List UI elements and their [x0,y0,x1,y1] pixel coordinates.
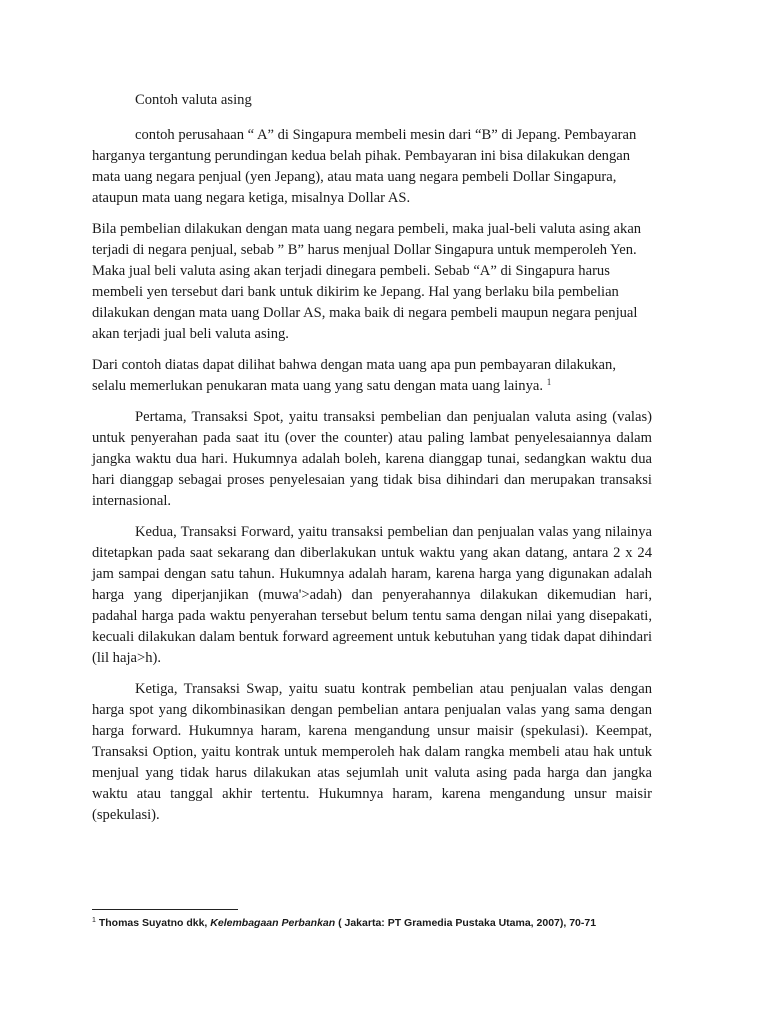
footnote-author: Thomas Suyatno dkk, [98,917,208,929]
footnote-publication: ( Jakarta: PT Gramedia Pustaka Utama, 2007), 70-71 [338,917,597,929]
page-title: Contoh valuta asing [135,92,252,108]
footnote-book-title: Kelembagaan Perbankan [210,917,336,929]
footnote [92,916,692,930]
paragraph-forward-transaction: Kedua, Transaksi Forward, yaitu transaksi pembelian dan penjualan valas yang nilainya ditetapkan pada saat sekarang dan diberlakukan untuk waktu yang akan datang, antara 2 x 24 jam sampai dengan satu tahun. Hukumnya adalah haram, karena harga yang digunakan adalah harga yang diperjanjikan (muwa'>adah) dan penyerahannya dilakukan dikemudian hari, padahal harga pada waktu penyerahan tersebut belum tentu sama dengan nilai yang disepakati, kecuali dilakukan dalam bentuk forward agreement untuk kebutuhan yang tidak dapat dihindari (lil haja>h). [92,524,652,666]
footnote-number: 1 [92,917,96,924]
paragraph-conclusion [92,355,652,397]
document-body [92,90,652,836]
footnote-reference[interactable]: 1 [546,377,552,387]
paragraph-spot-transaction: Pertama, Transaksi Spot, yaitu transaksi pembelian dan penjualan valuta asing (valas) untuk penyerahan pada saat itu (over the counter) atau paling lambat penyelesaiannya dalam jangka waktu dua hari. Hukumnya adalah boleh, karena dianggap tunai, sedangkan waktu dua hari dianggap sebagai proses penyelesaian yang tidak bisa dihindari dan merupakan transaksi internasional. [92,409,652,509]
footnote-separator [92,909,238,910]
paragraph-conclusion-text: Dari contoh diatas dapat dilihat bahwa dengan mata uang apa pun pembayaran dilakukan, selalu memerlukan penukaran mata uang yang satu dengan mata uang lainya. [92,357,616,394]
paragraph-example: contoh perusahaan “ A” di Singapura membeli mesin dari “B” di Jepang. Pembayaran harganya tergantung perundingan kedua belah pihak. Pembayaran ini bisa dilakukan dengan mata uang negara penjual (yen Jepang), atau mata uang negara pembeli Dollar Singapura, ataupun mata uang negara ketiga, misalnya Dollar AS. [92,127,637,206]
paragraph-swap-option-transaction: Ketiga, Transaksi Swap, yaitu suatu kontrak pembelian atau penjualan valas dengan harga spot yang dikombinasikan dengan pembelian antara penjualan valas yang sama dengan harga forward. Hukumnya haram, karena mengandung unsur maisir (spekulasi). Keempat, Transaksi Option, yaitu kontrak untuk memperoleh hak dalam rangka membeli atau hak untuk menjual yang tidak harus dilakukan atas sejumlah unit valuta asing pada harga dan jangka waktu atau tanggal akhir tertentu. Hukumnya haram, karena mengandung unsur maisir (spekulasi). [92,681,652,823]
paragraph-buyer-currency: Bila pembelian dilakukan dengan mata uang negara pembeli, maka jual-beli valuta asing akan terjadi di negara penjual, sebab ” B” harus menjual Dollar Singapura untuk memperoleh Yen. Maka jual beli valuta asing akan terjadi dinegara pembeli. Sebab “A” di Singapura harus membeli yen tersebut dari bank untuk dikirim ke Jepang. Hal yang berlaku bila pembelian dilakukan dengan mata uang Dollar AS, maka baik di negara pembeli maupun negara penjual akan terjadi jual beli valuta asing. [92,221,642,342]
